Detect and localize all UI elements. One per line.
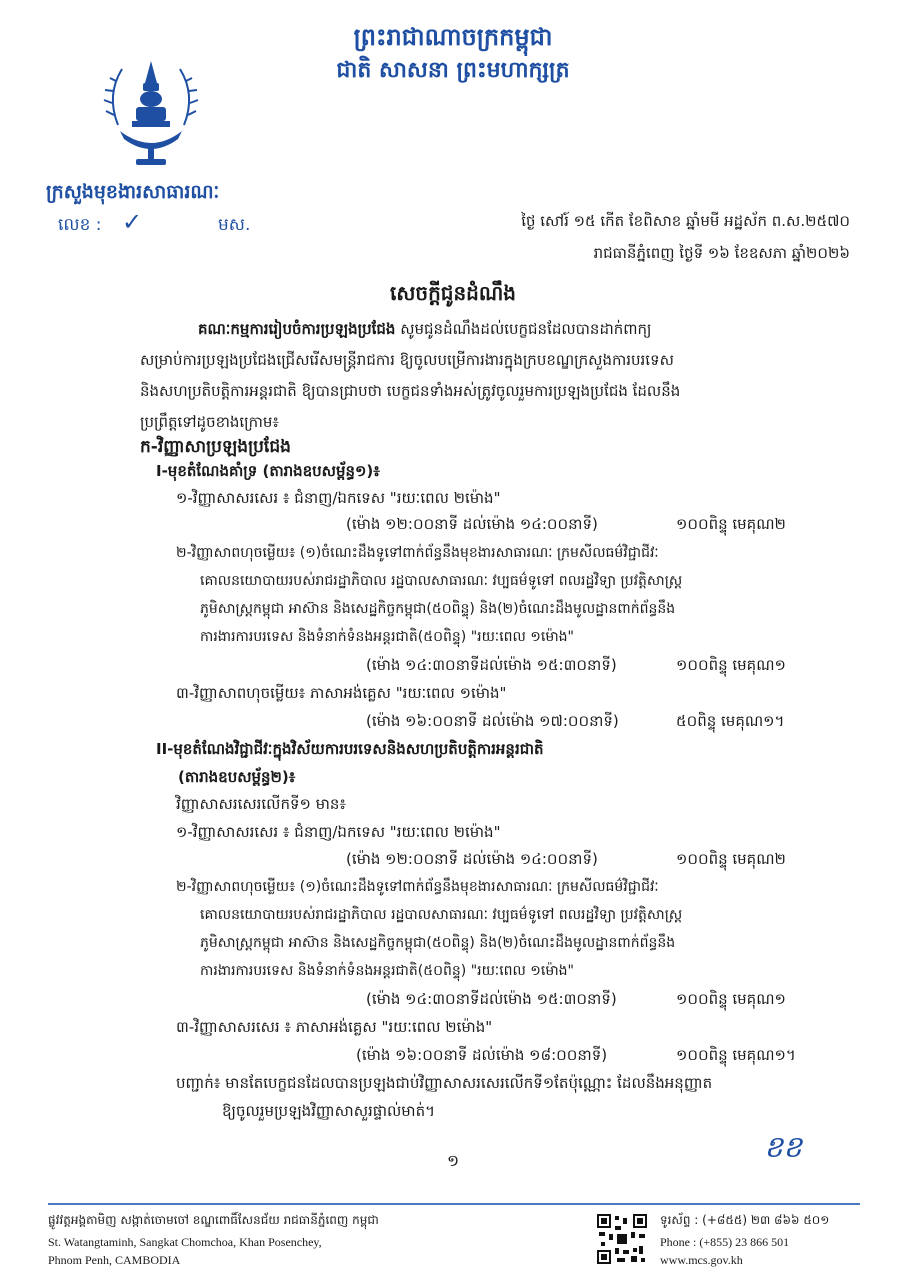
part-2-item-3: ៣-វិញ្ញាសាសរសេរ ៖ ភាសាអង់គ្លេស "រយៈពេល ២ម៉ោង" (176, 1018, 493, 1036)
part-2-intro: វិញ្ញាសាសរសេរលើកទី១ មាន៖ (176, 795, 347, 813)
part-2-item-3-time: (ម៉ោង ១៦:០០នាទី ដល់ម៉ោង ១៨:០០នាទី) (356, 1046, 608, 1064)
footer-address-km: ផ្លូវវត្តអង្គតាមិញ សង្កាត់ចោមចៅ ខណ្ឌពោធិ៍សែនជ័យ រាជធានីភ្នំពេញ កម្ពុជា (48, 1213, 379, 1227)
intro-line-2: សម្រាប់ការប្រឡងប្រជែងជ្រើសរើសមន្ត្រីរាជការ ឱ្យចូលបម្រើការងារក្នុងក្របខណ្ឌក្រសួងការបរទេស (140, 351, 674, 369)
part-1-item-2-cont-1: គោលនយោបាយរបស់រាជរដ្ឋាភិបាល រដ្ឋបាលសាធារណៈ វប្បធម៌ទូទៅ ពលរដ្ឋវិទ្យា ប្រវត្តិសាស្ត្រ (200, 573, 683, 589)
part-2-heading-cont: (តារាងឧបសម្ព័ន្ធ២)៖ (178, 768, 296, 786)
reference-checkmark: ✓ (122, 208, 143, 236)
part-2-item-2: ២-វិញ្ញាសាពហុចម្លើយ៖ (១)ចំណេះដឹងទូទៅពាក់ព័ន្ធនឹងមុខងារសាធារណៈ ក្រមសីលធម៌វិជ្ជាជីវៈ (176, 879, 659, 895)
royal-seal-logo (98, 55, 204, 173)
part-1-item-2-cont-3: ការងារការបរទេស និងទំនាក់ទំនងអន្តរជាតិ(៥០ពិន្ទុ) "រយៈពេល ១ម៉ោង" (200, 629, 574, 645)
footer-address-en-2: Phnom Penh, CAMBODIA (48, 1253, 181, 1267)
committee-name: គណៈកម្មការរៀបចំការប្រឡងប្រជែង (198, 320, 396, 338)
note-line-2: ឱ្យចូលរួមប្រឡងវិញ្ញាសាសួរផ្ទាល់មាត់។ (222, 1102, 435, 1120)
part-2-item-1-time: (ម៉ោង ១២:០០នាទី ដល់ម៉ោង ១៤:០០នាទី) (346, 850, 598, 868)
footer-phone-en: Phone : (+855) 23 866 501 (660, 1235, 790, 1249)
footer-address-en-1: St. Watangtaminh, Sangkat Chomchoa, Khan Posenchey, (48, 1235, 322, 1249)
section-a-heading: ក-វិញ្ញាសាប្រឡងប្រជែង (140, 437, 291, 457)
part-2-heading: II-មុខតំណែងវិជ្ជាជីវៈក្នុងវិស័យការបរទេសនិងសហប្រតិបត្តិការអន្តរជាតិ (156, 740, 544, 758)
part-1-item-1: ១-វិញ្ញាសាសរសេរ ៖ ជំនាញ/ឯកទេស "រយៈពេល ២ម៉ោង" (176, 489, 501, 507)
national-motto: ជាតិ សាសនា ព្រះមហាក្សត្រ (336, 58, 570, 83)
part-2-item-2-cont-1: គោលនយោបាយរបស់រាជរដ្ឋាភិបាល រដ្ឋបាលសាធារណៈ វប្បធម៌ទូទៅ ពលរដ្ឋវិទ្យា ប្រវត្តិសាស្ត្រ (200, 907, 683, 923)
part-1-item-1-score: ១០០ពិន្ទុ មេគុណ២ (676, 515, 786, 533)
part-2-item-3-score: ១០០ពិន្ទុ មេគុណ១។ (676, 1046, 796, 1064)
part-1-item-2-time: (ម៉ោង ១៤:៣០នាទីដល់ម៉ោង ១៥:៣០នាទី) (366, 656, 617, 674)
part-1-item-2-score: ១០០ពិន្ទុ មេគុណ១ (676, 656, 786, 674)
part-2-item-2-cont-3: ការងារការបរទេស និងទំនាក់ទំនងអន្តរជាតិ(៥០ពិន្ទុ) "រយៈពេល ១ម៉ោង" (200, 963, 574, 979)
reference-code: មស. (218, 215, 251, 235)
part-2-item-2-time: (ម៉ោង ១៤:៣០នាទីដល់ម៉ោង ១៥:៣០នាទី) (366, 990, 617, 1008)
part-2-item-2-cont-2: ភូមិសាស្ត្រកម្ពុជា អាស៊ាន និងសេដ្ឋកិច្ចកម្ពុជា(៥០ពិន្ទុ) និង(២)ចំណេះដឹងមូលដ្ឋានពាក់ព័ន្ធនឹង (200, 935, 676, 951)
note-text-1: មានតែបេក្ខជនដែលបានប្រឡងជាប់វិញ្ញាសាសរសេរលើកទី១តែប៉ុណ្ណោះ ដែលនឹងអនុញ្ញាត (225, 1074, 713, 1092)
footer-website-link[interactable]: www.mcs.gov.kh (660, 1253, 743, 1267)
part-1-item-2-cont-2: ភូមិសាស្ត្រកម្ពុជា អាស៊ាន និងសេដ្ឋកិច្ចកម្ពុជា(៥០ពិន្ទុ) និង(២)ចំណេះដឹងមូលដ្ឋានពាក់ព័ន្ធនឹង (200, 601, 676, 617)
part-1-item-3-score: ៥០ពិន្ទុ មេគុណ១។ (676, 712, 785, 730)
kingdom-title: ព្រះរាជាណាចក្រកម្ពុជា (353, 23, 553, 51)
part-1-item-1-time: (ម៉ោង ១២:០០នាទី ដល់ម៉ោង ១៤:០០នាទី) (346, 515, 598, 533)
intro-text: សូមជូនដំណឹងដល់បេក្ខជនដែលបានដាក់ពាក្យ (400, 320, 652, 338)
footer-divider (48, 1203, 860, 1205)
page-number: ១ (446, 1151, 460, 1170)
part-1-heading: I-មុខតំណែងគាំទ្រ (តារាងឧបសម្ព័ន្ធ១)៖ (156, 462, 380, 480)
part-2-item-1: ១-វិញ្ញាសាសរសេរ ៖ ជំនាញ/ឯកទេស "រយៈពេល ២ម៉ោង" (176, 823, 501, 841)
intro-line-1 (198, 318, 652, 340)
note-label: បញ្ជាក់៖ (176, 1074, 221, 1092)
ministry-name: ក្រសួងមុខងារសាធារណៈ (46, 181, 220, 203)
document-title: សេចក្តីជូនដំណឹង (390, 281, 516, 305)
note-line-1 (176, 1072, 712, 1094)
reference-label: លេខ : (58, 215, 102, 235)
document-date: រាជធានីភ្នំពេញ ថ្ងៃទី ១៦ ខែឧសភា ឆ្នាំ២០២៦ (593, 244, 850, 262)
signature-initials: ខខ (764, 1130, 803, 1165)
intro-line-3: និងសហប្រតិបត្តិការអន្តរជាតិ ឱ្យបានជ្រាបថា បេក្ខជនទាំងអស់ត្រូវចូលរួមការប្រឡងប្រជែង ដែលនឹង (140, 382, 681, 400)
part-2-item-1-score: ១០០ពិន្ទុ មេគុណ២ (676, 850, 786, 868)
lunar-date: ថ្ងៃ សៅរ៍ ១៥ កើត ខែពិសាខ ឆ្នាំមមី អដ្ឋស័ក ព.ស.២៥៧០ (521, 212, 850, 230)
part-1-item-3-time: (ម៉ោង ១៦:០០នាទី ដល់ម៉ោង ១៧:០០នាទី) (366, 712, 619, 730)
part-1-item-2: ២-វិញ្ញាសាពហុចម្លើយ៖ (១)ចំណេះដឹងទូទៅពាក់ព័ន្ធនឹងមុខងារសាធារណៈ ក្រមសីលធម៌វិជ្ជាជីវៈ (176, 545, 659, 561)
part-1-item-3: ៣-វិញ្ញាសាពហុចម្លើយ៖ ភាសាអង់គ្លេស "រយៈពេល ១ម៉ោង" (176, 684, 507, 702)
qr-code-icon (597, 1214, 647, 1264)
intro-line-4: ប្រព្រឹត្តទៅដូចខាងក្រោម៖ (140, 413, 280, 431)
part-2-item-2-score: ១០០ពិន្ទុ មេគុណ១ (676, 990, 786, 1008)
footer-phone-km: ទូរស័ព្ទ : (+៨៥៥) ២៣ ៨៦៦ ៥០១ (660, 1213, 830, 1227)
